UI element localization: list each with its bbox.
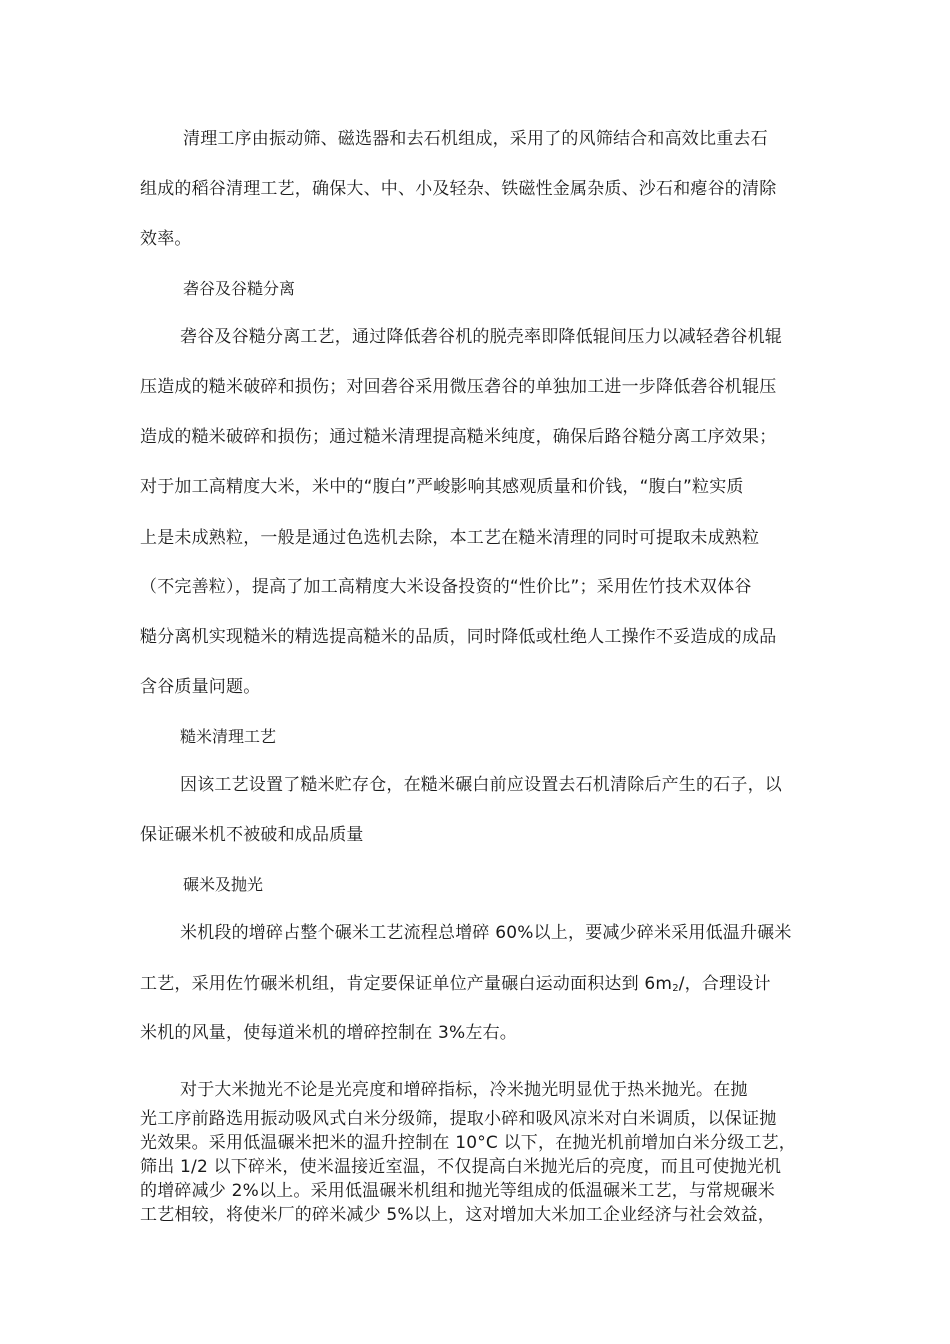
paragraph-line: 糙分离机实现糙米的精选提高糙米的品质，同时降低或杜绝人工操作不妥造成的成品 — [140, 627, 777, 647]
subscript-text: 2 — [672, 983, 679, 994]
section-heading: 糙米清理工艺 — [180, 727, 277, 746]
paragraph-line: 上是未成熟粒，一般是通过色选机去除，本工艺在糙米清理的同时可提取未成熟粒 — [140, 528, 760, 548]
paragraph-line: 光工序前路选用振动吸风式白米分级筛，提取小碎和吸风凉米对白米调质，以保证抛 — [140, 1109, 777, 1129]
paragraph-line: 造成的糙米破碎和损伤；通过糙米清理提高糙米纯度，确保后路谷糙分离工序效果； — [140, 427, 777, 447]
paragraph-line: 压造成的糙米破碎和损伤；对回砻谷采用微压砻谷的单独加工进一步降低砻谷机辊压 — [140, 377, 777, 397]
paragraph-line: （不完善粒），提高了加工高精度大米设备投资的“性价比”；采用佐竹技术双体谷 — [140, 577, 752, 597]
paragraph-line: 对于大米抛光不论是光亮度和增碎指标，冷米抛光明显优于热米抛光。在抛 — [180, 1080, 748, 1100]
paragraph-line: 效率。 — [140, 229, 192, 249]
paragraph-line — [140, 972, 820, 1001]
paragraph-line: 对于加工高精度大米，米中的“腹白”严峻影响其感观质量和价钱，“腹白”粒实质 — [140, 477, 744, 497]
paragraph-line: 砻谷及谷糙分离工艺，通过降低砻谷机的脱壳率即降低辊间压力以减轻砻谷机辊 — [180, 327, 782, 347]
paragraph-line: 米机的风量，使每道米机的增碎控制在 3%左右。 — [140, 1023, 517, 1043]
paragraph-line: 筛出 1/2 以下碎米，使米温接近室温，不仅提高白米抛光后的亮度，而且可使抛光机 — [140, 1157, 782, 1177]
paragraph-text: 工艺，采用佐竹碾米机组，肯定要保证单位产量碾白运动面积达到 6m — [140, 974, 673, 994]
paragraph-line: 清理工序由振动筛、磁选器和去石机组成，采用了的风筛结合和高效比重去石 — [183, 129, 768, 149]
paragraph-line: 米机段的增碎占整个碾米工艺流程总增碎 60%以上，要减少碎米采用低温升碾米 — [180, 923, 792, 943]
section-heading: 砻谷及谷糙分离 — [183, 279, 296, 298]
paragraph-line: 组成的稻谷清理工艺，确保大、中、小及轻杂、铁磁性金属杂质、沙石和瘪谷的清除 — [140, 179, 777, 199]
paragraph-line: 工艺相较，将使米厂的碎米减少 5%以上，这对增加大米加工企业经济与社会效益， — [140, 1205, 775, 1225]
paragraph-line: 光效果。采用低温碾米把米的温升控制在 10°C 以下，在抛光机前增加白米分级工艺， — [140, 1133, 797, 1153]
paragraph-line: 的增碎减少 2%以上。采用低温碾米机组和抛光等组成的低温碾米工艺，与常规碾米 — [140, 1181, 775, 1201]
paragraph-line: 因该工艺设置了糙米贮存仓，在糙米碾白前应设置去石机清除后产生的石子，以 — [180, 775, 782, 795]
paragraph-text: /，合理设计 — [678, 974, 771, 994]
paragraph-line: 含谷质量问题。 — [140, 677, 261, 697]
paragraph-line: 保证碾米机不被破和成品质量 — [140, 825, 364, 845]
section-heading: 碾米及抛光 — [183, 875, 264, 894]
